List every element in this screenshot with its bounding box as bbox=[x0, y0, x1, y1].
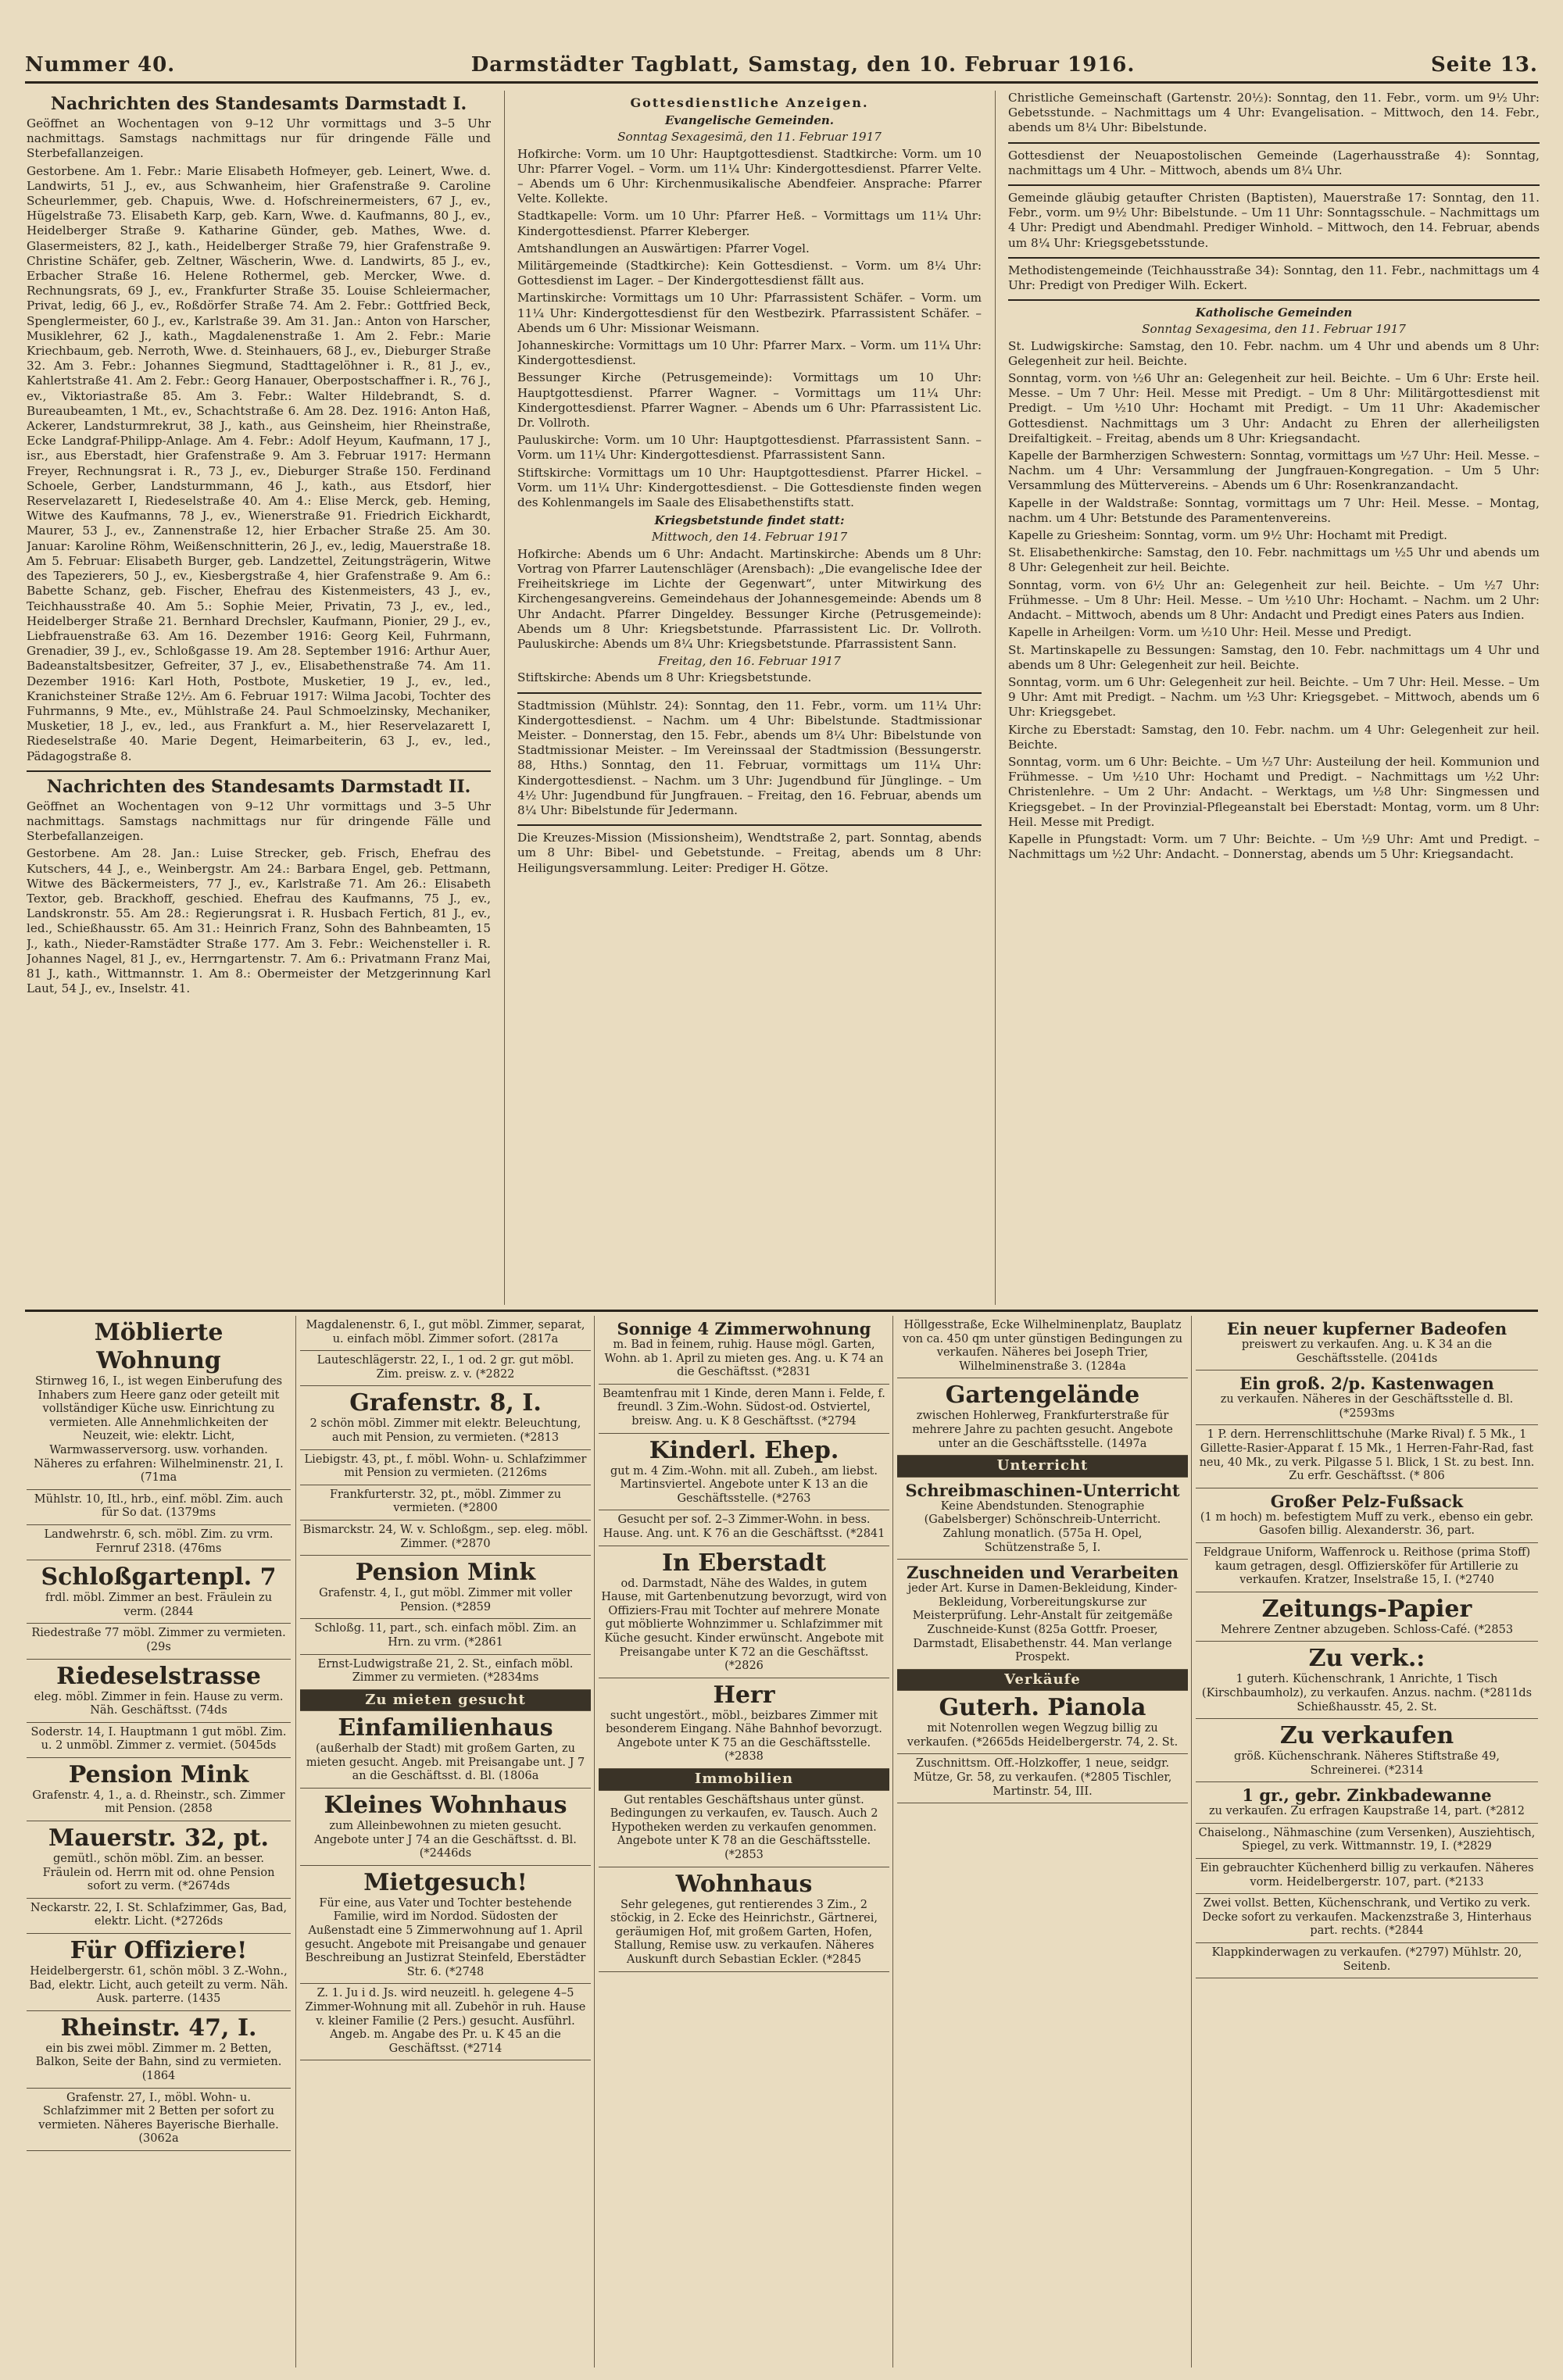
column-divider bbox=[892, 1316, 893, 2367]
service-entry: Methodistengemeinde (Teichhausstraße 34): Sonntag, den 11. Febr., nachmittags um 4 Uhr: Predigt von Prediger Wilh. Eckert. bbox=[1008, 263, 1540, 293]
ad-headline: Kleines Wohnhaus bbox=[324, 1792, 567, 1820]
service-entry: Martinskirche: Vormittags um 10 Uhr: Pfarrassistent Schäfer. – Vorm. um 11¼ Uhr: Kindergottesdienst für den Westbezirk. Pfarrassistent Schäfer. – Abends um 6 Uhr: Missionar Weismann. bbox=[517, 291, 982, 335]
column-divider bbox=[594, 1316, 595, 2367]
ad-body: Neckarstr. 22, I. St. Schlafzimmer, Gas, Bad, elektr. Licht. (*2726ds bbox=[30, 1901, 288, 1928]
page-header bbox=[25, 42, 1538, 77]
service-entry: Stadtmission (Mühlstr. 24): Sonntag, den 11. Febr., vorm. um 11¼ Uhr: Kindergottesdienst. – Nachm. um 4 Uhr: Bibelstunde. Stadtmissionar Meister. – Donnerstag, den 15. Febr., abends um 8¼ Uhr: Bibelstunde von Stadtmissionar Meister. – Im Vereinssaal der Stadtmission (Bessungerstr. 88, Hths.) Sonntag, den 11. Februar, vormittags um 11¼ Uhr: Kindergottesdienst. – Nachm. um 3 Uhr: Jugendbund für Jünglinge. – Um 4½ Uhr: Jugendbund für Jungfrauen. – Freitag, den 16. Februar, abends um 8¼ Uhr: Bibelstunde für Jedermann. bbox=[517, 698, 982, 817]
classified-ad bbox=[599, 1316, 889, 1385]
classified-ad bbox=[27, 1525, 291, 1560]
classified-ad bbox=[1196, 1488, 1538, 1543]
column-divider bbox=[995, 91, 996, 1305]
classified-ad bbox=[27, 1490, 291, 1525]
service-entry: Kapelle in der Waldstraße: Sonntag, vormittags um 7 Uhr: Heil. Messe. – Montag, nachm. um 4 Uhr: Betstunde des Paramentenvereins. bbox=[1008, 495, 1540, 525]
issue-number: Nummer 40. bbox=[25, 53, 176, 77]
classified-ad bbox=[300, 1866, 591, 1985]
column-divider bbox=[295, 1316, 296, 2367]
service-entry: Sonntag, vorm. von 6½ Uhr an: Gelegenheit zur heil. Beichte. – Um ½7 Uhr: Frühmesse. – Um 8 Uhr: Heil. Messe. – Um ½10 Uhr: Hochamt. – Nachm. um 2 Uhr: Andacht. – Mittwoch, abends um 8 Uhr: Andacht und Predigt eines Paters aus Indien. bbox=[1008, 577, 1540, 623]
ad-headline: Sonnige 4 Zimmerwohnung bbox=[617, 1319, 871, 1338]
masthead: Darmstädter Tagblatt, Samstag, den 10. Februar 1916. bbox=[470, 53, 1136, 77]
ad-headline: In Eberstadt bbox=[661, 1549, 827, 1577]
ad-headline: Schloßgartenpl. 7 bbox=[41, 1563, 277, 1592]
classified-ad bbox=[897, 1560, 1188, 1670]
service-entry: Kapelle der Barmherzigen Schwestern: Sonntag, vormittags um ½7 Uhr: Heil. Messe. – Nachm. um 4 Uhr: Versammlung der Jungfrauen-Kongregation. – Um 5 Uhr: Versammlung des Müttervereins. – Abends um 6 Uhr: Rosenkranzandacht. bbox=[1008, 448, 1540, 493]
ad-body: ein bis zwei möbl. Zimmer m. 2 Betten, Balkon, Seite der Bahn, sind zu vermieten. (1864 bbox=[35, 2042, 282, 2082]
ad-body: Mühlstr. 10, Itl., hrb., einf. möbl. Zim. auch für So dat. (1379ms bbox=[34, 1492, 284, 1520]
classified-ad bbox=[1196, 1782, 1538, 1824]
classified-ad bbox=[599, 1546, 889, 1678]
column-divider bbox=[504, 91, 505, 1305]
ad-headline: Riedeselstrasse bbox=[56, 1662, 261, 1690]
classified-ad bbox=[27, 1723, 291, 1758]
ad-body: Heidelbergerstr. 61, schön möbl. 3 Z.-Wohn., Bad, elektr. Licht, auch geteilt zu verm. Näh. Ausk. parterre. (1435 bbox=[29, 1965, 288, 2006]
classified-ad bbox=[300, 1316, 591, 1351]
ad-section-heading bbox=[599, 1769, 889, 1791]
classified-ad bbox=[27, 2011, 291, 2089]
section-divider bbox=[517, 824, 982, 826]
classified-ad bbox=[300, 1521, 591, 1556]
ad-headline: Einfamilienhaus bbox=[338, 1714, 553, 1742]
ad-body: Feldgraue Uniform, Waffenrock u. Reithose (prima Stoff) kaum getragen, desgl. Offiziersköfer für Artillerie zu verkaufen. Kratzer, Inselstraße 15, I. (*2740 bbox=[1203, 1546, 1531, 1587]
ad-headline: Zu verk.: bbox=[1308, 1645, 1425, 1673]
service-entry: Kirche zu Eberstadt: Samstag, den 10. Febr. nachm. um 4 Uhr: Gelegenheit zur heil. Beichte. bbox=[1008, 722, 1540, 752]
ad-headline: Mauerstr. 32, pt. bbox=[48, 1824, 269, 1853]
header-rule bbox=[25, 81, 1538, 84]
service-entry: Militärgemeinde (Stadtkirche): Kein Gottesdienst. – Vorm. um 8¼ Uhr: Gottesdienst im Lager. – Der Kindergottesdienst fällt aus. bbox=[517, 259, 982, 288]
ad-body: Ernst-Ludwigstraße 21, 2. St., einfach möbl. Zimmer zu vermieten. (*2834ms bbox=[317, 1657, 574, 1685]
ad-headline: Kinderl. Ehep. bbox=[649, 1436, 839, 1464]
column-church-services bbox=[517, 91, 982, 1305]
column-church-services-2 bbox=[1008, 91, 1540, 1305]
classified-ad bbox=[1196, 1370, 1538, 1425]
ad-headline: Für Offiziere! bbox=[70, 1937, 248, 1965]
service-entry: St. Ludwigskirche: Samstag, den 10. Febr. nachm. um 4 Uhr und abends um 8 Uhr: Gelegenheit zur heil. Beichte. bbox=[1008, 338, 1540, 368]
ads-column-3 bbox=[599, 1316, 889, 2367]
classified-ad bbox=[300, 1984, 591, 2060]
service-entry: Sonntag, vorm. von ½6 Uhr an: Gelegenheit zur heil. Beichte. – Um 6 Uhr: Erste heil. Messe. – Um 7 Uhr: Heil. Messe mit Predigt. – Um 8 Uhr: Militärgottesdienst mit Predigt. – Um ½10 Uhr: Hochamt mit Predigt. – Um 11 Uhr: Akademischer Gottesdienst. Nachmittags um 3 Uhr: Andacht zu Ehren der allerheiligsten Dreifaltigkeit. – Freitag, abends um 8 Uhr: Kriegsandacht. bbox=[1008, 371, 1540, 445]
ad-body: Zuschnittsm. Off.-Holzkoffer, 1 neue, seidgr. Mütze, Gr. 58, zu verkaufen. (*2805 Tischler, Martinstr. 54, III. bbox=[913, 1757, 1172, 1798]
service-entry: Gemeinde gläubig getaufter Christen (Baptisten), Mauerstraße 17: Sonntag, den 11. Febr., vorm. um 9½ Uhr: Bibelstunde. – Um 11 Uhr: Sonntagsschule. – Nachmittags um 4 Uhr: Predigt und Abendmahl. Prediger Winhold. – Mittwoch, den 14. Februar, abends um 8¼ Uhr: Kriegsgebetsstunde. bbox=[1008, 191, 1540, 250]
classified-ad bbox=[300, 1789, 591, 1866]
ad-section-heading bbox=[897, 1670, 1188, 1692]
ad-body: sucht ungestört., möbl., beizbares Zimmer mit besonderem Eingang. Nähe Bahnhof bevorzugt. Angebote unter K 75 an die Geschäftsstelle. (*2838 bbox=[606, 1709, 882, 1764]
section-title-registry-1: Nachrichten des Standesamts Darmstadt I. bbox=[50, 94, 467, 114]
ad-body: Landwehrstr. 6, sch. möbl. Zim. zu vrm. Fernruf 2318. (476ms bbox=[44, 1528, 274, 1555]
ad-body: Gut rentables Geschäftshaus unter günst. Bedingungen zu verkaufen, ev. Tausch. Auch 2 Hypotheken werden zu verkaufen genommen. Angebote unter K 78 an die Geschäftsstelle. (*2853 bbox=[610, 1793, 878, 1862]
service-date: Sonntag Sexagesimä, den 11. Februar 1917 bbox=[617, 130, 882, 145]
ad-body: Sehr gelegenes, gut rentierendes 3 Zim., 2 stöckig, in 2. Ecke des Heinrichstr., Gärtnerei, geräumigen Hof, mit großem Garten, Hofen, Stallung, Remise usw. zu verkaufen. Näheres Auskunft durch Sebastian Eckler. (*2845 bbox=[610, 1898, 878, 1966]
ad-body: Für eine, aus Vater und Tochter bestehende Familie, wird im Nordod. Südosten der Außenstadt eine 5 Zimmerwohnung auf 1. April gesucht. Angebote mit Preisangabe und genauer Beschreibung an Justizrat Steinfeld, Eberstädter Str. 6. (*2748 bbox=[305, 1896, 586, 1978]
ad-headline: Rheinstr. 47, I. bbox=[60, 2014, 257, 2042]
service-entry: Amtshandlungen an Auswärtigen: Pfarrer Vogel. bbox=[517, 241, 810, 256]
section-divider bbox=[1008, 184, 1540, 186]
service-entry: Bessunger Kirche (Petrusgemeinde): Vormittags um 10 Uhr: Hauptgottesdienst. Pfarrer Wagner. – Vormittags um 11¼ Uhr: Kindergottesdienst. Pfarrer Wagner. – Abends um 6 Uhr: Pfarrassistent Lic. Dr. Vollroth. bbox=[517, 370, 982, 431]
classified-ad bbox=[300, 1619, 591, 1654]
service-entry: St. Elisabethenkirche: Samstag, den 10. Febr. nachmittags um ½5 Uhr und abends um 8 Uhr: Gelegenheit zur heil. Beichte. bbox=[1008, 545, 1540, 575]
ad-body: Zwei vollst. Betten, Küchenschrank, und Vertiko zu verk. Decke sofort zu verkaufen. Mackenzstraße 3, Hinterhaus part. rechts. (*2844 bbox=[1202, 1897, 1532, 1938]
classified-ad bbox=[1196, 1642, 1538, 1719]
classified-ad bbox=[897, 1691, 1188, 1754]
ad-body: preiswert zu verkaufen. Ang. u. K 34 an die Geschäftsstelle. (2041ds bbox=[1241, 1338, 1493, 1365]
ad-headline: Grafenstr. 8, I. bbox=[349, 1389, 542, 1417]
ad-headline: Ein groß. 2/p. Kastenwagen bbox=[1239, 1374, 1494, 1394]
classified-ad bbox=[27, 1560, 291, 1624]
classified-ad bbox=[27, 2089, 291, 2151]
ad-headline: Herr bbox=[713, 1681, 775, 1709]
ad-headline: Zeitungs-Papier bbox=[1261, 1595, 1472, 1623]
ad-body: eleg. möbl. Zimmer in fein. Hause zu verm. Näh. Geschäftsst. (74ds bbox=[34, 1690, 284, 1717]
ad-body: größ. Küchenschrank. Näheres Stiftstraße 49, Schreinerei. (*2314 bbox=[1233, 1750, 1500, 1777]
ad-body: Keine Abendstunden. Stenographie (Gabelsberger) Schönschreib-Unterricht. Zahlung monatlich. (575a H. Opel, Schützenstraße 5, I. bbox=[924, 1499, 1161, 1554]
ad-headline: Möblierte Wohnung bbox=[94, 1319, 224, 1374]
ad-body: gut m. 4 Zim.-Wohn. mit all. Zubeh., am liebst. Martinsviertel. Angebote unter K 13 an die Geschäftsstelle. (*2763 bbox=[610, 1464, 878, 1505]
subsection-war-prayer: Kriegsbetstunde findet statt: bbox=[654, 513, 845, 528]
ads-column-2 bbox=[300, 1316, 591, 2367]
classified-ad bbox=[1196, 1592, 1538, 1642]
classified-ad bbox=[300, 1450, 591, 1485]
classified-ad bbox=[27, 1758, 291, 1821]
ad-headline: Pension Mink bbox=[68, 1760, 249, 1789]
section-divider bbox=[1008, 299, 1540, 301]
classified-ad bbox=[27, 1624, 291, 1659]
ad-body: frdl. möbl. Zimmer an best. Fräulein zu verm. (2844 bbox=[45, 1592, 273, 1618]
subsection-evangelical: Evangelische Gemeinden. bbox=[665, 113, 834, 128]
classified-ad bbox=[1196, 1894, 1538, 1943]
ad-body: Gesucht per sof. 2–3 Zimmer-Wohn. in bess. Hause. Ang. unt. K 76 an die Geschäftsst. (*2841 bbox=[603, 1513, 885, 1540]
ad-headline: Ein neuer kupferner Badeofen bbox=[1226, 1319, 1508, 1338]
service-entry: Sonntag, vorm. um 6 Uhr: Beichte. – Um ½7 Uhr: Austeilung der heil. Kommunion und Frühmesse. – Um ½10 Uhr: Hochamt und Predigt. – Nachmittags um ½2 Uhr: Christenlehre. – Um 2 Uhr: Andacht. – Werktags, um ½8 Uhr: Singmessen und Kriegsgebet. – In der Provinzial-Pflegeanstalt bei Eberstadt: Montag, vorm. um 8 Uhr: Heil. Messe mit Predigt. bbox=[1008, 754, 1540, 829]
ad-body: Z. 1. Ju i d. Js. wird neuzeitl. h. gelegene 4–5 Zimmer-Wohnung mit all. Zubehör in ruh. Hause v. kleiner Familie (2 Pers.) gesucht. Ausführl. Angeb. m. Angabe des Pr. u. K 45 an die Geschäftsst. (*2714 bbox=[305, 1987, 586, 2055]
classified-ad bbox=[1196, 1824, 1538, 1859]
ad-body: zum Alleinbewohnen zu mieten gesucht. Angebote unter J 74 an die Geschäftsst. d. Bl. (*2446ds bbox=[314, 1820, 577, 1860]
ad-body: Chaiselong., Nähmaschine (zum Versenken), Ausziehtisch, Spiegel, zu verk. Wittmannstr. 19, I. (*2829 bbox=[1198, 1826, 1536, 1853]
service-entry: Kapelle in Arheilgen: Vorm. um ½10 Uhr: Heil. Messe und Predigt. bbox=[1008, 625, 1412, 640]
ad-body: zu verkaufen. Zu erfragen Kaupstraße 14, part. (*2812 bbox=[1208, 1805, 1525, 1818]
section-divider bbox=[1008, 142, 1540, 144]
classified-ad bbox=[27, 1821, 291, 1899]
classified-ad bbox=[599, 1434, 889, 1511]
section-divider bbox=[27, 770, 491, 772]
ad-body: (1 m hoch) m. befestigtem Muff zu verk., ebenso ein gebr. Gasofen billig. Alexanderstr. 36, part. bbox=[1200, 1510, 1534, 1538]
service-date: Mittwoch, den 14. Februar 1917 bbox=[651, 530, 848, 545]
section-title-services: Gottesdienstliche Anzeigen. bbox=[630, 95, 869, 110]
service-entry: Christliche Gemeinschaft (Gartenstr. 20½): Sonntag, den 11. Febr., vorm. um 9½ Uhr: Gebetsstunde. – Nachmittags um 4 Uhr: Evangelisation. – Mittwoch, den 14. Febr., abends um 8¼ Uhr: Bibelstunde. bbox=[1008, 91, 1540, 135]
classified-ad bbox=[1196, 1943, 1538, 1978]
service-entry: St. Martinskapelle zu Bessungen: Samstag, den 10. Febr. nachmittags um 4 Uhr und abends um 8 Uhr: Gelegenheit zur heil. Beichte. bbox=[1008, 642, 1540, 672]
ad-body: Frankfurterstr. 32, pt., möbl. Zimmer zu vermieten. (*2800 bbox=[329, 1488, 562, 1515]
ad-body: Ein gebrauchter Küchenherd billig zu verkaufen. Näheres vorm. Heidelbergerstr. 107, part. (*2133 bbox=[1200, 1862, 1534, 1889]
ad-body: 1 guterh. Küchenschrank, 1 Anrichte, 1 Tisch (Kirschbaumholz), zu verkaufen. Anzus. nachm. (*2811ds Schießhausstr. 45, 2. St. bbox=[1201, 1673, 1533, 1714]
ad-body: od. Darmstadt, Nähe des Waldes, in gutem Hause, mit Gartenbenutzung bevorzugt, wird von Offiziers-Frau mit Tochter auf mehrere Monate gut möblierte Wohnzimmer u. Schlafzimmer mit Küche gesucht. Kinder erwünscht. Angebote mit Preisangabe unter K 72 an die Geschäftsst. (*2826 bbox=[601, 1577, 887, 1673]
service-entry: Stiftskirche: Vormittags um 10 Uhr: Hauptgottesdienst. Pfarrer Hickel. – Vorm. um 11¼ Uhr: Kindergottesdienst. – Die Gottesdienste finden wegen des Kohlenmangels im Saale des Elisabethenstifts statt. bbox=[517, 465, 982, 510]
classified-ad bbox=[599, 1867, 889, 1972]
ad-body: Magdalenenstr. 6, I., gut möbl. Zimmer, separat, u. einfach möbl. Zimmer sofort. (2817a bbox=[306, 1319, 585, 1345]
ad-section-heading bbox=[300, 1690, 591, 1712]
ad-body: 2 schön möbl. Zimmer mit elektr. Beleuchtung, auch mit Pension, zu vermieten. (*2813 bbox=[309, 1417, 581, 1444]
classified-ad bbox=[1196, 1316, 1538, 1370]
section-divider bbox=[517, 692, 982, 694]
classified-ad bbox=[897, 1378, 1188, 1456]
ad-headline: Gartengelände bbox=[945, 1381, 1140, 1410]
ad-body: Beamtenfrau mit 1 Kinde, deren Mann i. Felde, f. freundl. 3 Zim.-Wohn. Südost-od. Ostviertel, breisw. Ang. u. K 8 Geschäftsst. (*2794 bbox=[603, 1387, 885, 1428]
service-entry: Johanneskirche: Vormittags um 10 Uhr: Pfarrer Marx. – Vorm. um 11¼ Uhr: Kindergottesdienst. bbox=[517, 338, 982, 368]
ad-section-heading-text: Unterricht bbox=[996, 1457, 1089, 1474]
subsection-catholic: Katholische Gemeinden bbox=[1195, 306, 1353, 320]
classified-ad bbox=[27, 1934, 291, 2011]
ad-body: Grafenstr. 4, 1., a. d. Rheinstr., sch. Zimmer mit Pension. (2858 bbox=[32, 1789, 285, 1816]
classified-ad bbox=[27, 1899, 291, 1934]
service-entry: Gottesdienst der Neuapostolischen Gemeinde (Lagerhausstraße 4): Sonntag, nachmittags um 4 Uhr. – Mittwoch, abends um 8¼ Uhr. bbox=[1008, 148, 1540, 177]
service-entry: Stiftskirche: Abends um 8 Uhr: Kriegsbetstunde. bbox=[517, 670, 812, 685]
service-entry: Die Kreuzes-Mission (Missionsheim), Wendtstraße 2, part. Sonntag, abends um 8 Uhr: Bibel- und Gebetstunde. – Freitag, abends um 8 Uhr: Heiligungsversammlung. Leiter: Prediger H. Götze. bbox=[517, 831, 982, 875]
ad-body: Soderstr. 14, I. Hauptmann 1 gut möbl. Zim. u. 2 unmöbl. Zimmer z. vermiet. (5045ds bbox=[30, 1725, 287, 1753]
ad-body: m. Bad in feinem, ruhig. Hause mögl. Garten, Wohn. ab 1. April zu mieten ges. Ang. u. K 74 an die Geschäftsst. (*2831 bbox=[604, 1338, 884, 1379]
registry-1-deaths: Gestorbene. Am 1. Febr.: Marie Elisabeth Hofmeyer, geb. Leinert, Wwe. d. Landwirts, 51 J., ev., aus Schwanheim, hier Grafenstraße 9. Caroline Scheurlemmer, geb. Chapuis, Wwe. d. Hofschreinermeisters, 67 J., ev., Hügelstraße 73. Elisabeth Karp, geb. Karn, Wwe. d. Kaufmanns, 80 J., ev., Heidelberger Straße 9. Katharine Günder, geb. Mathes, Wwe. d. Glasermeisters, 82 J., kath., Heidelberger Straße 79, hier Grafenstraße 9. Christine Schäfer, geb. Zeltner, Wäscherin, Wwe. d. Landwirts, 85 J., ev., Erbacher Straße 16. Helene Rothermel, geb. Mercker, Wwe. d. Rechnungsrats, 69 J., ev., Frankfurter Straße 35. Louise Schleiermacher, Privat, ledig, 66 J., ev., Roßdörfer Straße 74. Am 2. Febr.: Gottfried Beck, Spenglermeister, 60 J., ev., Karlstraße 39. Am 31. Jan.: Anton von Harscher, Musiklehrer, 62 J., kath., Magdalenenstraße 1. Am 2. Febr.: Marie Kriechbaum, geb. Nerroth, Wwe. d. Steinhauers, 68 J., ev., Dieburger Straße 32. Am 3. Febr.: Johannes Siegmund, Stadttagelöhner i. R., 81 J., ev., Kahlertstraße 41. Am 2. Febr.: Georg Hanauer, Oberpostschaffner i. R., 76 J., ev., Viktoriastraße 85. Am 3. Febr.: Walter Hildebrandt, S. d. Bureaubeamten, 1 Mt., ev., Schachtstraße 6. Am 28. Dez. 1916: Anton Haß, Ackerer, Landsturmrekrut, 38 J., kath., aus Geinsheim, hier Rheinstraße, Ecke Landgraf-Philipp-Anlage. Am 4. Febr.: Adolf Heyum, Kaufmann, 17 J., isr., aus Eberstadt, hier Grafenstraße 9. Am 3. Februar 1917: Hermann Freyer, Rechnungsrat i. R., 73 J., ev., Dieburger Straße 150. Ferdinand Schoele, Gerber, Landsturmmann, 46 J., kath., aus Etsdorf, hier Reservelazarett I, Riedeselstraße 40. Am 4.: Elise Merck, geb. Heming, Witwe des Kaufmanns, 78 J., ev., Wienerstraße 91. Friedrich Eickhardt, Maurer, 53 J., ev., Zannenstraße 12, hier Erbacher Straße 25. Am 30. Januar: Karoline Röhm, Weißenschnitterin, 26 J., ev., ledig, Mauerstraße 18. Am 5. Februar: Elisabeth Burger, geb. Landzettel, Zeitungsträgerin, Witwe des Tapezierers, 50 J., ev., Kiesbergstraße 4, hier Grafenstraße 9. Am 6.: Babette Schanz, geb. Fischer, Ehefrau des Kistenmeisters, 43 J., ev., Teichhausstraße 40. Am 5.: Sophie Meier, Privatin, 73 J., ev., led., Heidelberger Straße 21. Bernhard Drechsler, Kaufmann, Pionier, 29 J., ev., Liebfrauenstraße 63. Am 16. Dezember 1916: Georg Keil, Fuhrmann, Grenadier, 39 J., ev., Schloßgasse 19. Am 28. September 1916: Arthur Auer, Badeanstaltsbesitzer, Gefreiter, 37 J., ev., Elisabethenstraße 74. Am 11. Dezember 1916: Karl Hoth, Postbote, Musketier, 19 J., ev., led., Kranichsteiner Straße 12½. Am 6. Februar 1917: Wilma Jacobi, Tochter des Fuhrmanns, 9 Mte., ev., Mühlstraße 24. Paul Schmoelzinsky, Mechaniker, Musketier, 18 J., ev., led., aus Frankfurt a. M., hier Reservelazarett I, Riedeselstraße 40. Marie Degent, Heimarbeiterin, 63 J., ev., led., Pädagogstraße 8. bbox=[27, 163, 491, 763]
service-entry: Pauluskirche: Vorm. um 10 Uhr: Hauptgottesdienst. Pfarrassistent Sann. – Vorm. um 11¼ Uhr: Kindergottesdienst. Pfarrassistent Sann. bbox=[517, 433, 982, 463]
service-date: Freitag, den 16. Februar 1917 bbox=[658, 654, 841, 669]
ad-body: 1 P. dern. Herrenschlittschuhe (Marke Rival) f. 5 Mk., 1 Gillette-Rasier-Apparat f. 15 Mk., 1 Herren-Fahr-Rad, fast neu, 40 Mk., zu verk. Pilgasse 5 l. Blick, 1 St. zu best. Inn. Zu erfr. Geschäftsst. (* 806 bbox=[1199, 1428, 1535, 1483]
ad-body: Grafenstr. 4, I., gut möbl. Zimmer mit voller Pension. (*2859 bbox=[319, 1587, 572, 1613]
ad-body: Höllgesstraße, Ecke Wilhelminenplatz, Bauplatz von ca. 450 qm unter günstigen Bedingungen zu verkaufen. Näheres bei Joseph Trier, Wilhelminenstraße 3. (1284a bbox=[902, 1319, 1183, 1373]
ad-headline: 1 gr., gebr. Zinkbadewanne bbox=[1242, 1785, 1492, 1806]
page-number: Seite 13. bbox=[1430, 53, 1538, 77]
ad-body: Liebigstr. 43, pt., f. möbl. Wohn- u. Schlafzimmer mit Pension zu vermieten. (2126ms bbox=[304, 1453, 587, 1480]
ad-body: Riedestraße 77 möbl. Zimmer zu vermieten. (29s bbox=[31, 1627, 286, 1653]
ads-column-1 bbox=[27, 1316, 291, 2367]
ad-body: Klappkinderwagen zu verkaufen. (*2797) Mühlstr. 20, Seitenb. bbox=[1211, 1946, 1522, 1973]
service-date: Sonntag Sexagesima, den 11. Februar 1917 bbox=[1142, 322, 1406, 337]
advert-section-rule bbox=[25, 1310, 1538, 1312]
ad-body: zwischen Hohlerweg, Frankfurterstraße für mehrere Jahre zu pachten gesucht. Angebote unter an die Geschäftsstelle. (1497a bbox=[912, 1410, 1173, 1450]
column-civil-registry bbox=[27, 91, 491, 1305]
ad-body: Mehrere Zentner abzugeben. Schloss-Café. (*2853 bbox=[1220, 1623, 1514, 1636]
ad-section-heading-text: Zu mieten gesucht bbox=[365, 1691, 526, 1708]
ad-body: Schloßg. 11, part., sch. einfach möbl. Zim. an Hrn. zu vrm. (*2861 bbox=[314, 1622, 577, 1649]
ads-column-5 bbox=[1196, 1316, 1538, 2367]
ad-body: jeder Art. Kurse in Damen-Bekleidung, Kinder-Bekleidung, Vorbereitungskurse zur Meisterprüfung. Lehr-Anstalt für zeitgemäße Zuschneide-Kunst (825a Gottfr. Proeser, Darmstadt, Elisabethenstr. 44. Man verlange Prospekt. bbox=[907, 1582, 1178, 1664]
classified-ad bbox=[300, 1711, 591, 1789]
column-divider bbox=[1191, 1316, 1192, 2367]
ad-body: Grafenstr. 27, I., möbl. Wohn- u. Schlafzimmer mit 2 Betten per sofort zu vermieten. Näheres Bayerische Bierhalle. (3062a bbox=[38, 2091, 279, 2146]
ads-column-4 bbox=[897, 1316, 1188, 2367]
ad-body: (außerhalb der Stadt) mit großem Garten, zu mieten gesucht. Angeb. mit Preisangabe unt. J 7 an die Geschäftsst. d. Bl. (1806a bbox=[306, 1742, 585, 1783]
classified-ad bbox=[897, 1316, 1188, 1378]
ad-headline: Zu verkaufen bbox=[1279, 1722, 1454, 1750]
classified-ad bbox=[1196, 1719, 1538, 1782]
ad-body: Stirnweg 16, I., ist wegen Einberufung des Inhabers zum Heere ganz oder geteilt mit vollständiger Küche usw. Einrichtung zu vermieten. Alle Annehmlichkeiten der Neuzeit, wie: elektr. Licht, Warmwasserversorg. usw. vorhanden. Näheres zu erfahren: Wilhelminenstr. 21, I. (71ma bbox=[34, 1375, 284, 1485]
section-title-registry-2: Nachrichten des Standesamts Darmstadt II. bbox=[46, 776, 471, 797]
ad-body: Bismarckstr. 24, W. v. Schloßgm., sep. eleg. möbl. Zimmer. (*2870 bbox=[302, 1523, 588, 1550]
ad-section-heading-text: Verkäufe bbox=[1004, 1671, 1081, 1688]
service-entry: Kapelle zu Griesheim: Sonntag, vorm. um 9½ Uhr: Hochamt mit Predigt. bbox=[1008, 528, 1447, 543]
ad-headline: Zuschneiden und Verarbeiten bbox=[906, 1563, 1179, 1583]
ad-body: zu verkaufen. Näheres in der Geschäftsstelle d. Bl. (*2593ms bbox=[1220, 1393, 1514, 1420]
registry-1-intro: Geöffnet an Wochentagen von 9–12 Uhr vormittags und 3–5 Uhr nachmittags. Samstags nachmittags nur für dringende Fälle und Sterbefallanzeigen. bbox=[27, 116, 491, 161]
classified-ad bbox=[27, 1660, 291, 1723]
registry-2-intro: Geöffnet an Wochentagen von 9–12 Uhr vormittags und 3–5 Uhr nachmittags. Samstags nachmittags nur für dringende Fälle und Sterbefallanzeigen. bbox=[27, 799, 491, 844]
ad-section-heading-text: Immobilien bbox=[694, 1771, 794, 1788]
classified-ad bbox=[897, 1754, 1188, 1803]
classified-ad bbox=[599, 1510, 889, 1546]
ad-body: Lauteschlägerstr. 22, I., 1 od. 2 gr. gut möbl. Zim. preisw. z. v. (*2822 bbox=[317, 1354, 574, 1381]
service-entry: Hofkirche: Vorm. um 10 Uhr: Hauptgottesdienst. Stadtkirche: Vorm. um 10 Uhr: Pfarrer Vogel. – Vorm. um 11¼ Uhr: Kindergottesdienst. Pfarrer Velte. – Abends um 6 Uhr: Kirchenmusikalische Abendfeier. Ansprache: Pfarrer Velte. Kollekte. bbox=[517, 146, 982, 206]
classified-ad bbox=[599, 1791, 889, 1867]
classified-ad bbox=[27, 1316, 291, 1490]
registry-2-deaths: Gestorbene. Am 28. Jan.: Luise Strecker, geb. Frisch, Ehefrau des Kutschers, 44 J., e., Weinbergstr. Am 24.: Barbara Engel, geb. Pettmann, Witwe des Bäckermeisters, 77 J., ev., Karlstraße 71. Am 26.: Elisabeth Textor, geb. Brackhoff, geschied. Ehefrau des Kaufmanns, 75 J., ev., Landskronstr. 55. Am 28.: Regierungsrat i. R. Husbach Fertich, 81 J., ev., led., Schießhausstr. 65. Am 31.: Heinrich Franz, Sohn des Bahnbeamten, 15 J., kath., Nieder-Ramstädter Straße 177. Am 3. Febr.: Weichensteller i. R. Johannes Nagel, 81 J., ev., Herrngartenstr. 7. Am 6.: Privatmann Franz Mai, 81 J., kath., Wittmannstr. 1. Am 8.: Obermeister der Metzgerinnung Karl Laut, 54 J., ev., Inselstr. 41. bbox=[27, 846, 491, 996]
service-entry: Kapelle in Pfungstadt: Vorm. um 7 Uhr: Beichte. – Um ½9 Uhr: Amt und Predigt. – Nachmittags um ½2 Uhr: Andacht. – Donnerstag, abends um 5 Uhr: Kriegsandacht. bbox=[1008, 831, 1540, 862]
ad-headline: Wohnhaus bbox=[675, 1870, 813, 1898]
classified-ad bbox=[599, 1678, 889, 1769]
classified-ad bbox=[1196, 1859, 1538, 1894]
service-entry: Hofkirche: Abends um 6 Uhr: Andacht. Martinskirche: Abends um 8 Uhr: Vortrag von Pfarrer Lautenschläger (Arensbach): „Die evangelische Idee der Freiheitskriege im Lichte der Gegenwart“, unter Mitwirkung des Kirchengesangvereins. Gemeindehaus der Johannesgemeinde: Abends um 8 Uhr Andacht. Pfarrer Dingeldey. Bessunger Kirche (Petrusgemeinde): Abends um 8 Uhr: Kriegsbetstunde. Pfarrassistent Lic. Dr. Vollroth. Pauluskirche: Abends um 8¼ Uhr: Kriegsbetstunde. Pfarrassistent Sann. bbox=[517, 546, 982, 651]
classified-ad bbox=[300, 1485, 591, 1521]
ad-body: mit Notenrollen wegen Wegzug billig zu verkaufen. (*2665ds Heidelbergerstr. 74, 2. St. bbox=[907, 1722, 1179, 1749]
classified-ad bbox=[1196, 1425, 1538, 1488]
ad-headline: Schreibmaschinen-Unterricht bbox=[905, 1480, 1180, 1500]
ad-section-heading bbox=[897, 1456, 1188, 1478]
classified-ad bbox=[300, 1655, 591, 1690]
ad-headline: Mietgesuch! bbox=[363, 1868, 528, 1896]
classified-ad bbox=[300, 1386, 591, 1449]
classified-ad bbox=[1196, 1543, 1538, 1592]
classified-ad bbox=[300, 1351, 591, 1386]
ad-headline: Großer Pelz-Fußsack bbox=[1270, 1491, 1464, 1511]
service-entry: Stadtkapelle: Vorm. um 10 Uhr: Pfarrer Heß. – Vormittags um 11¼ Uhr: Kindergottesdienst. Pfarrer Kleberger. bbox=[517, 209, 982, 238]
section-divider bbox=[1008, 257, 1540, 259]
classified-ad bbox=[599, 1385, 889, 1434]
ad-body: gemütl., schön möbl. Zim. an besser. Fräulein od. Herrn mit od. ohne Pension sofort zu verm. (*2674ds bbox=[42, 1853, 275, 1893]
classified-ad bbox=[897, 1478, 1188, 1560]
classified-ad bbox=[300, 1556, 591, 1619]
ad-headline: Pension Mink bbox=[355, 1559, 536, 1587]
service-entry: Sonntag, vorm. um 6 Uhr: Gelegenheit zur heil. Beichte. – Um 7 Uhr: Heil. Messe. – Um 9 Uhr: Amt mit Predigt. – Nachm. um ½3 Uhr: Kriegsgebet. – Mittwoch, abends um 6 Uhr: Kriegsgebet. bbox=[1008, 674, 1540, 720]
ad-headline: Guterh. Pianola bbox=[939, 1694, 1146, 1722]
